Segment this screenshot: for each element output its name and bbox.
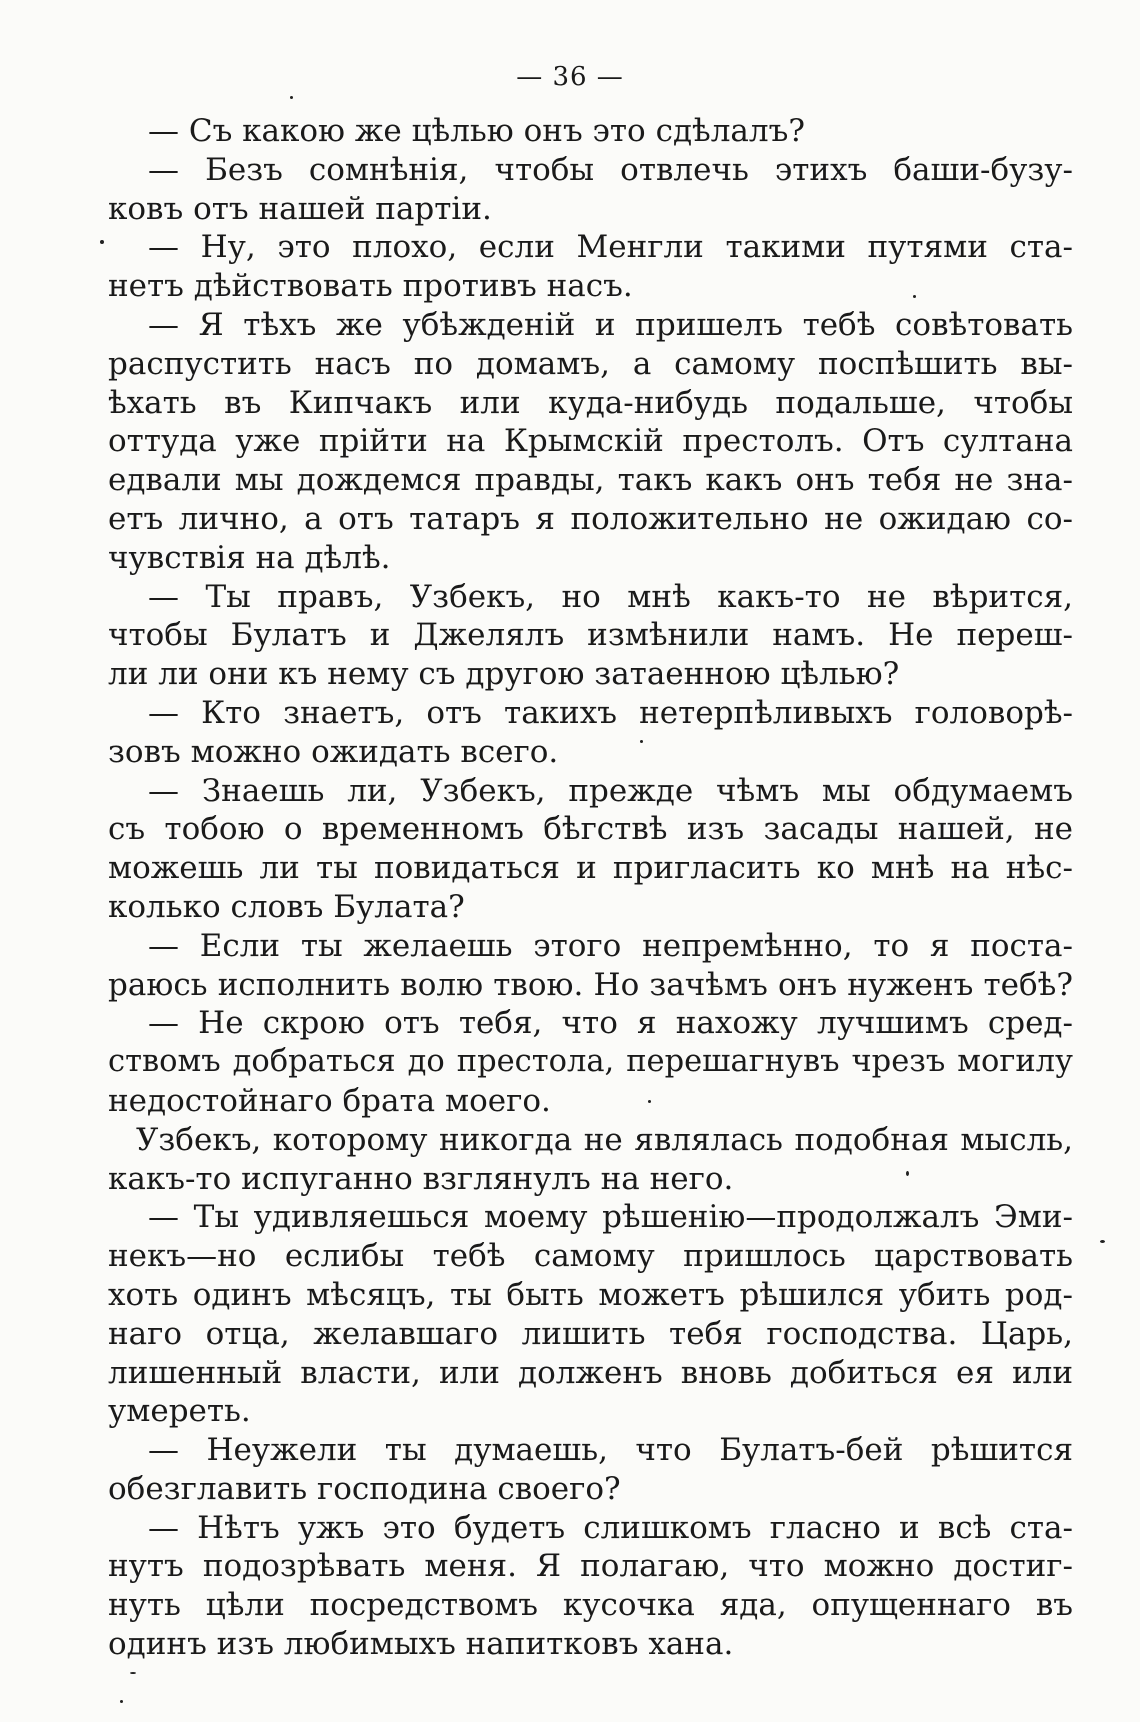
text-line: — Нѣтъ ужъ это будетъ слишкомъ гласно и всѣ ста- [148, 1509, 1073, 1546]
text-line: лишенный власти, или долженъ вновь добиться ея или [108, 1354, 1073, 1391]
print-speck [290, 96, 293, 99]
text-line: — Ну, это плохо, если Менгли такими путями ста- [148, 229, 1073, 266]
print-speck [913, 295, 916, 298]
print-speck [1100, 1240, 1105, 1243]
text-line: зовъ можно ожидать всего. [108, 733, 559, 770]
print-speck [906, 1171, 909, 1176]
text-line: умереть. [108, 1393, 251, 1430]
text-line: какъ-то испуганно взглянулъ на него. [108, 1160, 734, 1197]
text-line: распустить насъ по домамъ, а самому поспѣшить вы- [108, 345, 1073, 382]
text-line: некъ—но еслибы тебѣ самому пришлось царствовать [108, 1238, 1073, 1275]
text-line: оттуда уже прійти на Крымскій престолъ. Отъ султана [108, 423, 1073, 460]
text-line: ѣхать въ Кипчакъ или куда-нибудь подальше, чтобы [108, 384, 1073, 421]
text-line: недостойнаго брата моего. [108, 1082, 551, 1119]
text-line: нуть цѣли посредствомъ кусочка яда, опущеннаго въ [108, 1587, 1073, 1624]
text-line: едвали мы дождемся правды, такъ какъ онъ тебя не зна- [108, 462, 1073, 499]
text-line: ствомъ добраться до престола, перешагнувъ чрезъ могилу [108, 1044, 1073, 1080]
text-line: — Неужели ты думаешь, что Булатъ-бей рѣшится [148, 1432, 1073, 1469]
text-line: — Ты правъ, Узбекъ, но мнѣ какъ-то не вѣрится, [148, 578, 1073, 615]
print-speck [648, 1100, 651, 1103]
print-speck [130, 1672, 136, 1674]
text-line: — Ты удивляешься моему рѣшенію—продолжалъ Эми- [148, 1199, 1073, 1236]
text-line: можешь ли ты повидаться и пригласить ко мнѣ на нѣс- [108, 850, 1073, 887]
text-line: одинъ изъ любимыхъ напитковъ хана. [108, 1626, 734, 1663]
text-line: — Съ какою же цѣлью онъ это сдѣлалъ? [148, 113, 805, 149]
text-line: съ тобою о временномъ бѣгствѣ изъ засады нашей, не [108, 811, 1073, 848]
text-line: етъ лично, а отъ татаръ я положительно не ожидаю со- [108, 500, 1073, 537]
text-line: — Я тѣхъ же убѣжденій и пришелъ тебѣ совѣтовать [148, 306, 1073, 343]
text-line: чтобы Булатъ и Джелялъ измѣнили намъ. Не переш- [108, 617, 1073, 654]
text-line: раюсь исполнить волю твою. Но зачѣмъ онъ нуженъ тебѣ? [108, 966, 1073, 1003]
text-line: ковъ отъ нашей партіи. [108, 190, 492, 227]
print-speck [640, 740, 643, 743]
page-text [108, 112, 1073, 1664]
text-line: колько словъ Булата? [108, 888, 465, 925]
print-speck [100, 240, 104, 244]
text-line: — Если ты желаешь этого непремѣнно, то я поста- [148, 927, 1073, 964]
text-line: ли ли они къ нему съ другою затаенною цѣлью? [108, 656, 900, 693]
text-line: Узбекъ, которому никогда не являлась подобная мысль, [136, 1121, 1073, 1158]
text-line: хоть одинъ мѣсяцъ, ты быть можетъ рѣшился убить род- [108, 1276, 1073, 1313]
text-line: — Знаешь ли, Узбекъ, прежде чѣмъ мы обдумаемъ [148, 772, 1073, 809]
text-line: наго отца, желавшаго лишить тебя господства. Царь, [108, 1315, 1073, 1352]
page-number: — 36 — [516, 62, 624, 92]
text-line: — Кто знаетъ, отъ такихъ нетерпѣливыхъ головорѣ- [148, 694, 1073, 731]
text-line: чувствія на дѣлѣ. [108, 539, 391, 576]
print-speck [120, 1700, 123, 1703]
text-line: — Не скрою отъ тебя, что я нахожу лучшимъ сред- [148, 1005, 1073, 1042]
text-line: нутъ подозрѣвать меня. Я полагаю, что можно достиг- [108, 1548, 1073, 1585]
text-line: обезглавить господина своего? [108, 1470, 621, 1507]
text-line: нетъ дѣйствовать противъ насъ. [108, 268, 633, 305]
text-line: — Безъ сомнѣнія, чтобы отвлечь этихъ баши-бузу- [148, 151, 1073, 188]
